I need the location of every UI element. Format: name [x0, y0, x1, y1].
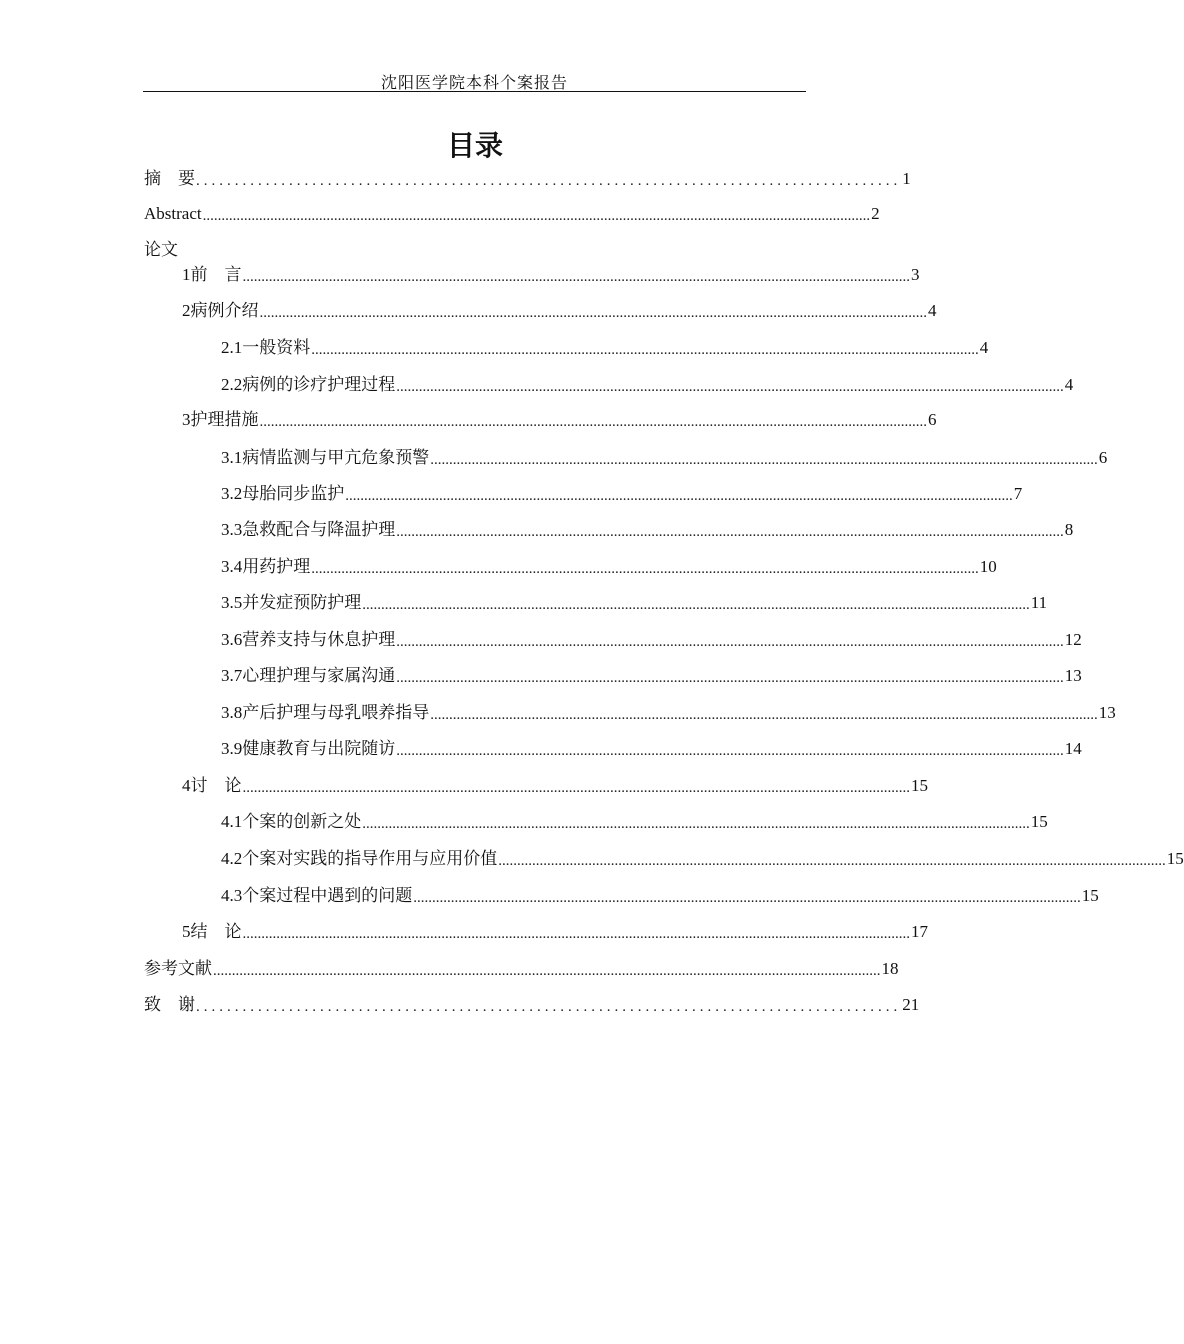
toc-entry[interactable] [221, 555, 997, 579]
toc-entry-label: 母胎同步监护 [242, 484, 345, 504]
toc-leader: .................................................................................................................................................................................. [396, 743, 1064, 759]
toc-entry[interactable] [221, 518, 1074, 542]
toc-leader: .................................................................................................................................................................................. [345, 488, 1013, 504]
toc-page-number: 12 [1064, 630, 1082, 649]
toc-entry-number: 2.2 [221, 375, 243, 394]
toc-entry[interactable] [221, 737, 1082, 761]
toc-entry-number: 3.2 [221, 484, 243, 503]
toc-entry-label: 个案的创新之处 [242, 812, 362, 832]
toc-entry-number: 4.3 [221, 886, 243, 905]
toc-entry[interactable] [221, 701, 1116, 725]
toc-page-number: 4 [928, 301, 937, 320]
toc-entry[interactable] [221, 591, 1048, 615]
toc-page-number: 13 [1098, 703, 1116, 722]
toc-leader: .................................................................................................................................................................................. [396, 670, 1064, 686]
toc-entry[interactable] [221, 847, 1184, 871]
toc-leader: .................................................................................................................................................................................. [213, 963, 881, 979]
toc-entry-label: 病例介绍 [190, 301, 259, 321]
toc-entry-number: 3.1 [221, 448, 243, 467]
toc-entry-label: 讨 论 [190, 776, 242, 796]
toc-entry-label: 参考文献 [144, 959, 212, 979]
toc-page-number: 10 [979, 557, 997, 576]
toc-entry[interactable] [182, 408, 937, 432]
toc-entry[interactable] [221, 482, 1023, 506]
toc-title: 目录 [446, 129, 503, 162]
toc-page-number: 15 [1030, 812, 1048, 831]
running-header: 沈阳医学院本科个案报告 [380, 73, 568, 92]
toc-entry-number: 3.6 [221, 630, 243, 649]
toc-leader: .................................................................................................................................................................................. [430, 707, 1098, 723]
toc-page-number: 1 [902, 169, 911, 188]
toc-leader: .................................................................................................................................................................................. [242, 780, 910, 796]
toc-entry[interactable] [221, 884, 1099, 908]
toc-entry-label: 病情监测与甲亢危象预警 [242, 448, 430, 468]
toc-leader: .................................................................................................................................................................................. [362, 816, 1030, 832]
section-label-thesis: 论文 [144, 240, 178, 260]
toc-entry-number: 3.8 [221, 703, 243, 722]
toc-entry[interactable] [221, 446, 1108, 470]
toc-entry-label: 健康教育与出院随访 [242, 739, 396, 759]
toc-leader: .................................................................................................................................................................................. [396, 634, 1064, 650]
toc-leader: .................................................................................................................................................................................. [259, 305, 927, 321]
toc-entry-number: 3.9 [221, 739, 243, 758]
toc-entry-number: 3.4 [221, 557, 243, 576]
toc-entry-label: 急救配合与降温护理 [242, 520, 396, 540]
toc-entry-label: 心理护理与家属沟通 [242, 666, 396, 686]
toc-entry-number: 3.7 [221, 666, 243, 685]
toc-entry-number: 4.1 [221, 812, 243, 831]
toc-entry[interactable] [144, 957, 899, 981]
toc-entry-number: 3.3 [221, 520, 243, 539]
toc-entry-label: 产后护理与母乳喂养指导 [242, 703, 430, 723]
toc-leader: .................................................................................................................................................................................. [311, 561, 979, 577]
toc-page-number: 4 [979, 338, 989, 357]
toc-entry-number: 5 [182, 922, 191, 941]
toc-page-number: 14 [1064, 739, 1082, 758]
toc-entry-label: 个案对实践的指导作用与应用价值 [242, 849, 498, 869]
toc-page-number: 18 [881, 959, 899, 978]
toc-leader: .................................................................................................................................................................................. [311, 342, 979, 358]
toc-entry-label: 摘 要 [144, 169, 195, 189]
toc-entry[interactable] [144, 993, 920, 1017]
toc-entry-number: 3.5 [221, 593, 243, 612]
toc-entry-number: 2 [182, 301, 191, 320]
toc-page-number: 3 [911, 265, 920, 284]
toc-page-number: 15 [1166, 849, 1184, 868]
toc-page-number: 7 [1013, 484, 1023, 503]
toc-leader: .................................................................................................................................................................................. [242, 269, 910, 285]
toc-entry[interactable] [221, 373, 1074, 397]
toc-page-number: 21 [902, 995, 920, 1014]
toc-page-number: 11 [1030, 593, 1048, 612]
toc-leader: .................................................................................................................................................................................. [259, 414, 927, 430]
toc-entry-label: 前 言 [190, 265, 242, 285]
toc-leader: .................................................................................................................................................................................. [396, 524, 1064, 540]
toc-leader: .................................................................................................................................................................................. [396, 379, 1064, 395]
toc-entry[interactable] [182, 263, 920, 287]
toc-leader: .................................................................................................................................................................................. [242, 926, 910, 942]
toc-entry-label: 并发症预防护理 [242, 593, 362, 613]
toc-entry-label: 个案过程中遇到的问题 [242, 886, 413, 906]
toc-leader: .................................................................................................................................................................................. [430, 452, 1098, 468]
toc-entry[interactable] [221, 628, 1082, 652]
toc-leader: ........................................................................................... [196, 999, 902, 1015]
toc-page-number: 2 [871, 204, 880, 223]
toc-entry[interactable] [221, 336, 989, 360]
toc-page-number: 6 [928, 410, 937, 429]
toc-entry-label: 病例的诊疗护理过程 [242, 375, 396, 395]
toc-entry[interactable] [221, 810, 1048, 834]
toc-page-number: 6 [1098, 448, 1108, 467]
toc-entry-number: 4.2 [221, 849, 243, 868]
toc-page-number: 4 [1064, 375, 1074, 394]
toc-entry[interactable] [144, 167, 911, 191]
toc-entry-label: 营养支持与休息护理 [242, 630, 396, 650]
toc-entry[interactable] [182, 299, 937, 323]
toc-leader: .................................................................................................................................................................................. [498, 853, 1166, 869]
toc-entry[interactable] [221, 664, 1082, 688]
toc-entry-number: 3 [182, 410, 191, 429]
toc-entry-label: 致 谢 [144, 995, 195, 1015]
toc-leader: ........................................................................................... [196, 173, 902, 189]
toc-entry-label: Abstract [144, 204, 202, 223]
toc-page-number: 15 [1081, 886, 1099, 905]
toc-entry-number: 1 [182, 265, 191, 284]
toc-page-number: 13 [1064, 666, 1082, 685]
toc-leader: .................................................................................................................................................................................. [202, 208, 871, 224]
toc-entry-label: 护理措施 [190, 410, 259, 430]
toc-leader: .................................................................................................................................................................................. [413, 890, 1081, 906]
toc-entry-label: 一般资料 [242, 338, 311, 358]
toc-page-number: 17 [911, 922, 928, 941]
toc-leader: .................................................................................................................................................................................. [362, 597, 1030, 613]
toc-entry-number: 4 [182, 776, 191, 795]
toc-entry-label: 结 论 [190, 922, 242, 942]
toc-entry[interactable] [182, 920, 928, 944]
toc-entry-label: 用药护理 [242, 557, 311, 577]
toc-page-number: 8 [1064, 520, 1074, 539]
toc-entry[interactable] [144, 202, 880, 226]
toc-entry[interactable] [182, 774, 928, 798]
toc-page-number: 15 [911, 776, 928, 795]
toc-entry-number: 2.1 [221, 338, 243, 357]
